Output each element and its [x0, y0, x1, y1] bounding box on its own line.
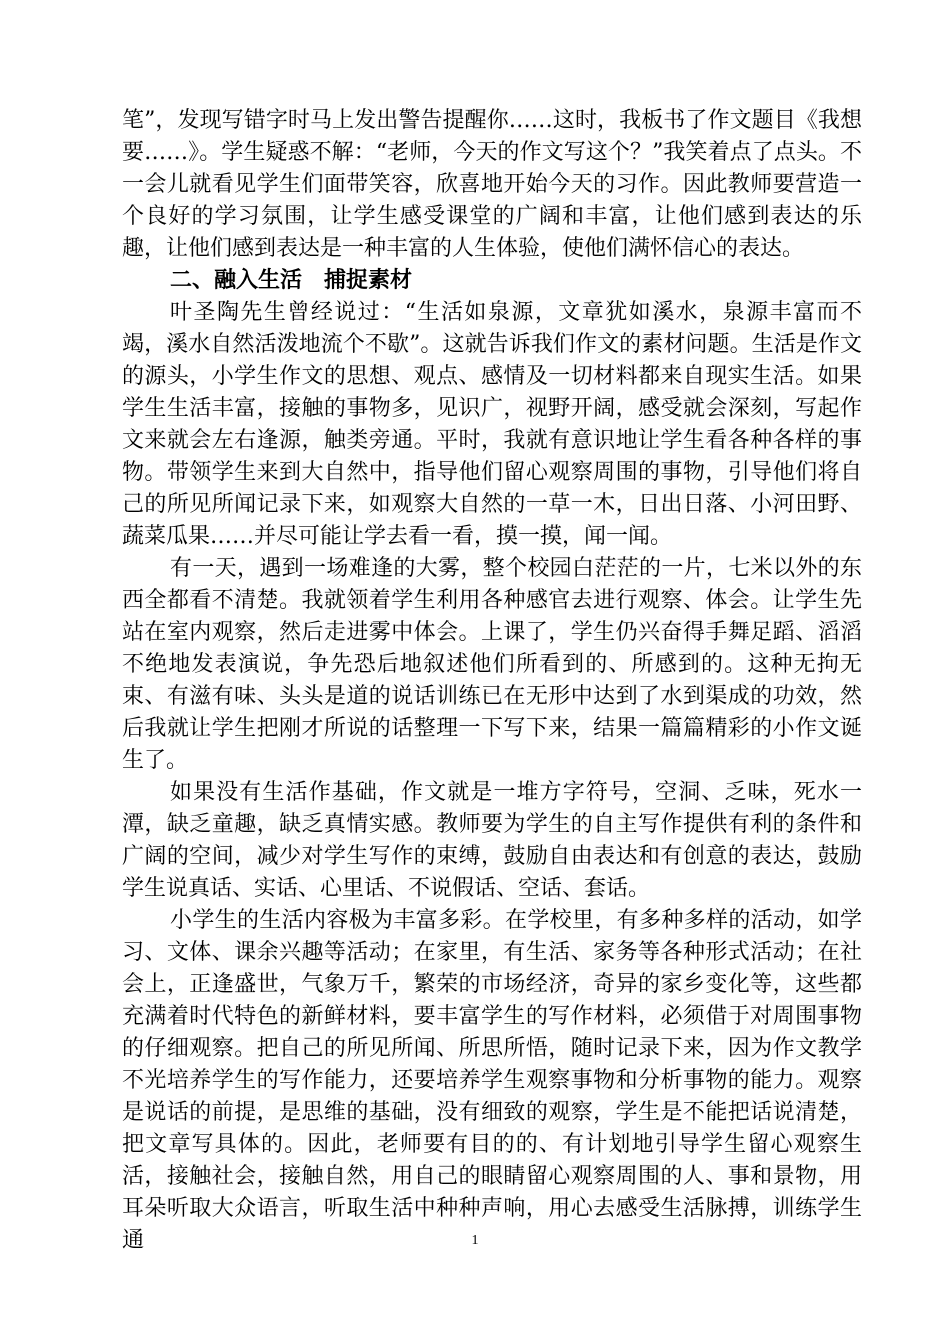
paragraph: 如果没有生活作基础，作文就是一堆方字符号，空洞、乏味，死水一潭，缺乏童趣，缺乏真情实感。教师要为学生的自主写作提供有利的条件和广阔的空间，减少对学生写作的束缚，鼓励自由表达和有创意的表达，鼓励学生说真话、实话、心里话、不说假话、空话、套话。 — [122, 780, 862, 901]
paragraph: 叶圣陶先生曾经说过：“生活如泉源，文章犹如溪水，泉源丰富而不竭，溪水自然活泼地流个不歇”。这就告诉我们作文的素材问题。生活是作文的源头，小学生作文的思想、观点、感情及一切材料都来自现实生活。如果学生生活丰富，接触的事物多，见识广，视野开阔，感受就会深刻，写起作文来就会左右逢源，触类旁通。平时，我就有意识地让学生看各种各样的事物。带领学生来到大自然中，指导他们留心观察周围的事物，引导他们将自己的所见所闻记录下来，如观察大自然的一草一木，日出日落、小河田野、蔬菜瓜果……并尽可能让学去看一看，摸一摸，闻一闻。 — [122, 300, 862, 549]
page-number: 1 — [471, 1233, 479, 1248]
paragraph: 有一天，遇到一场难逢的大雾，整个校园白茫茫的一片，七米以外的东西全都看不清楚。我就领着学生利用各种感官去进行观察、体会。让学生先站在室内观察，然后走进雾中体会。上课了，学生仍兴奋得手舞足蹈、滔滔不绝地发表演说，争先恐后地叙述他们所看到的、所感到的。这种无拘无束、有滋有味、头头是道的说话训练已在无形中达到了水到渠成的功效，然后我就让学生把刚才所说的话整理一下写下来，结果一篇篇精彩的小作文诞生了。 — [122, 556, 862, 773]
section-heading: 二、融入生活 捕捉素材 — [170, 268, 413, 293]
paragraph-continued: 笔”，发现写错字时马上发出警告提醒你……这时，我板书了作文题目《我想要……》。学生疑惑不解：“老师，今天的作文写这个？”我笑着点了点头。不一会儿就看见学生们面带笑容，欣喜地开始今天的习作。因此教师要营造一个良好的学习氛围，让学生感受课堂的广阔和丰富，让他们感到表达的乐趣，让他们感到表达是一种丰富的人生体验，使他们满怀信心的表达。 — [122, 108, 862, 261]
document-body — [122, 105, 862, 1257]
paragraph: 小学生的生活内容极为丰富多彩。在学校里，有多种多样的活动，如学习、文体、课余兴趣等活动；在家里，有生活、家务等各种形式活动；在社会上，正逢盛世，气象万千，繁荣的市场经济，奇异的家乡变化等，这些都充满着时代特色的新鲜材料，要丰富学生的写作材料，必须借于对周围事物的仔细观察。把自己的所见所闻、所思所悟，随时记录下来，因为作文教学不光培养学生的写作能力，还要培养学生观察事物和分析事物的能力。观察是说话的前提，是思维的基础，没有细致的观察，学生是不能把话说清楚，把文章写具体的。因此，老师要有目的的、有计划地引导学生留心观察生活，接触社会，接触自然，用自己的眼睛留心观察周围的人、事和景物，用耳朵听取大众语言，听取生活中种种声响，用心去感受生活脉搏，训练学生通 — [122, 908, 862, 1253]
